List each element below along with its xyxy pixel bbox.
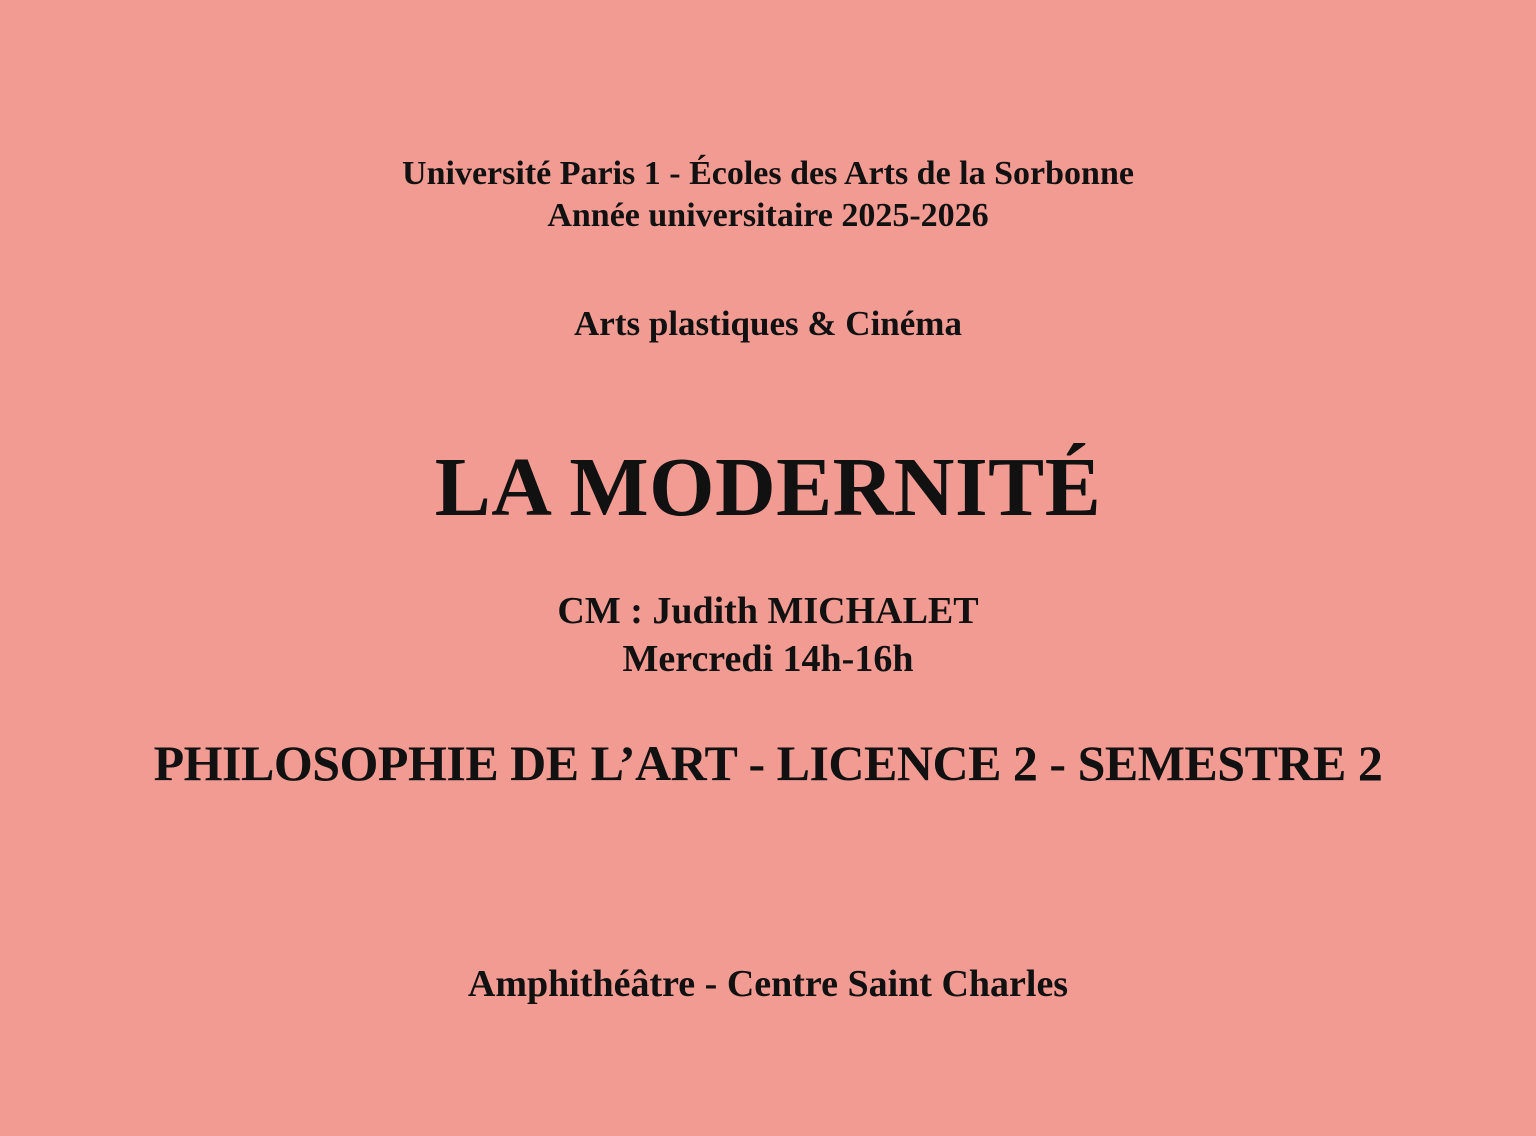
department-name: Arts plastiques & Cinéma bbox=[574, 304, 962, 343]
lecturer-line: CM : Judith MICHALET bbox=[557, 590, 979, 632]
university-name: Université Paris 1 - Écoles des Arts de la Sorbonne bbox=[402, 155, 1134, 192]
schedule-line: Mercredi 14h-16h bbox=[622, 638, 914, 680]
venue-line: Amphithéâtre - Centre Saint Charles bbox=[467, 963, 1069, 1005]
page-title: LA MODERNITÉ bbox=[434, 441, 1102, 534]
academic-year: Année universitaire 2025-2026 bbox=[547, 197, 989, 234]
course-subtitle: PHILOSOPHIE DE L’ART - LICENCE 2 - SEMESTRE 2 bbox=[153, 735, 1383, 791]
